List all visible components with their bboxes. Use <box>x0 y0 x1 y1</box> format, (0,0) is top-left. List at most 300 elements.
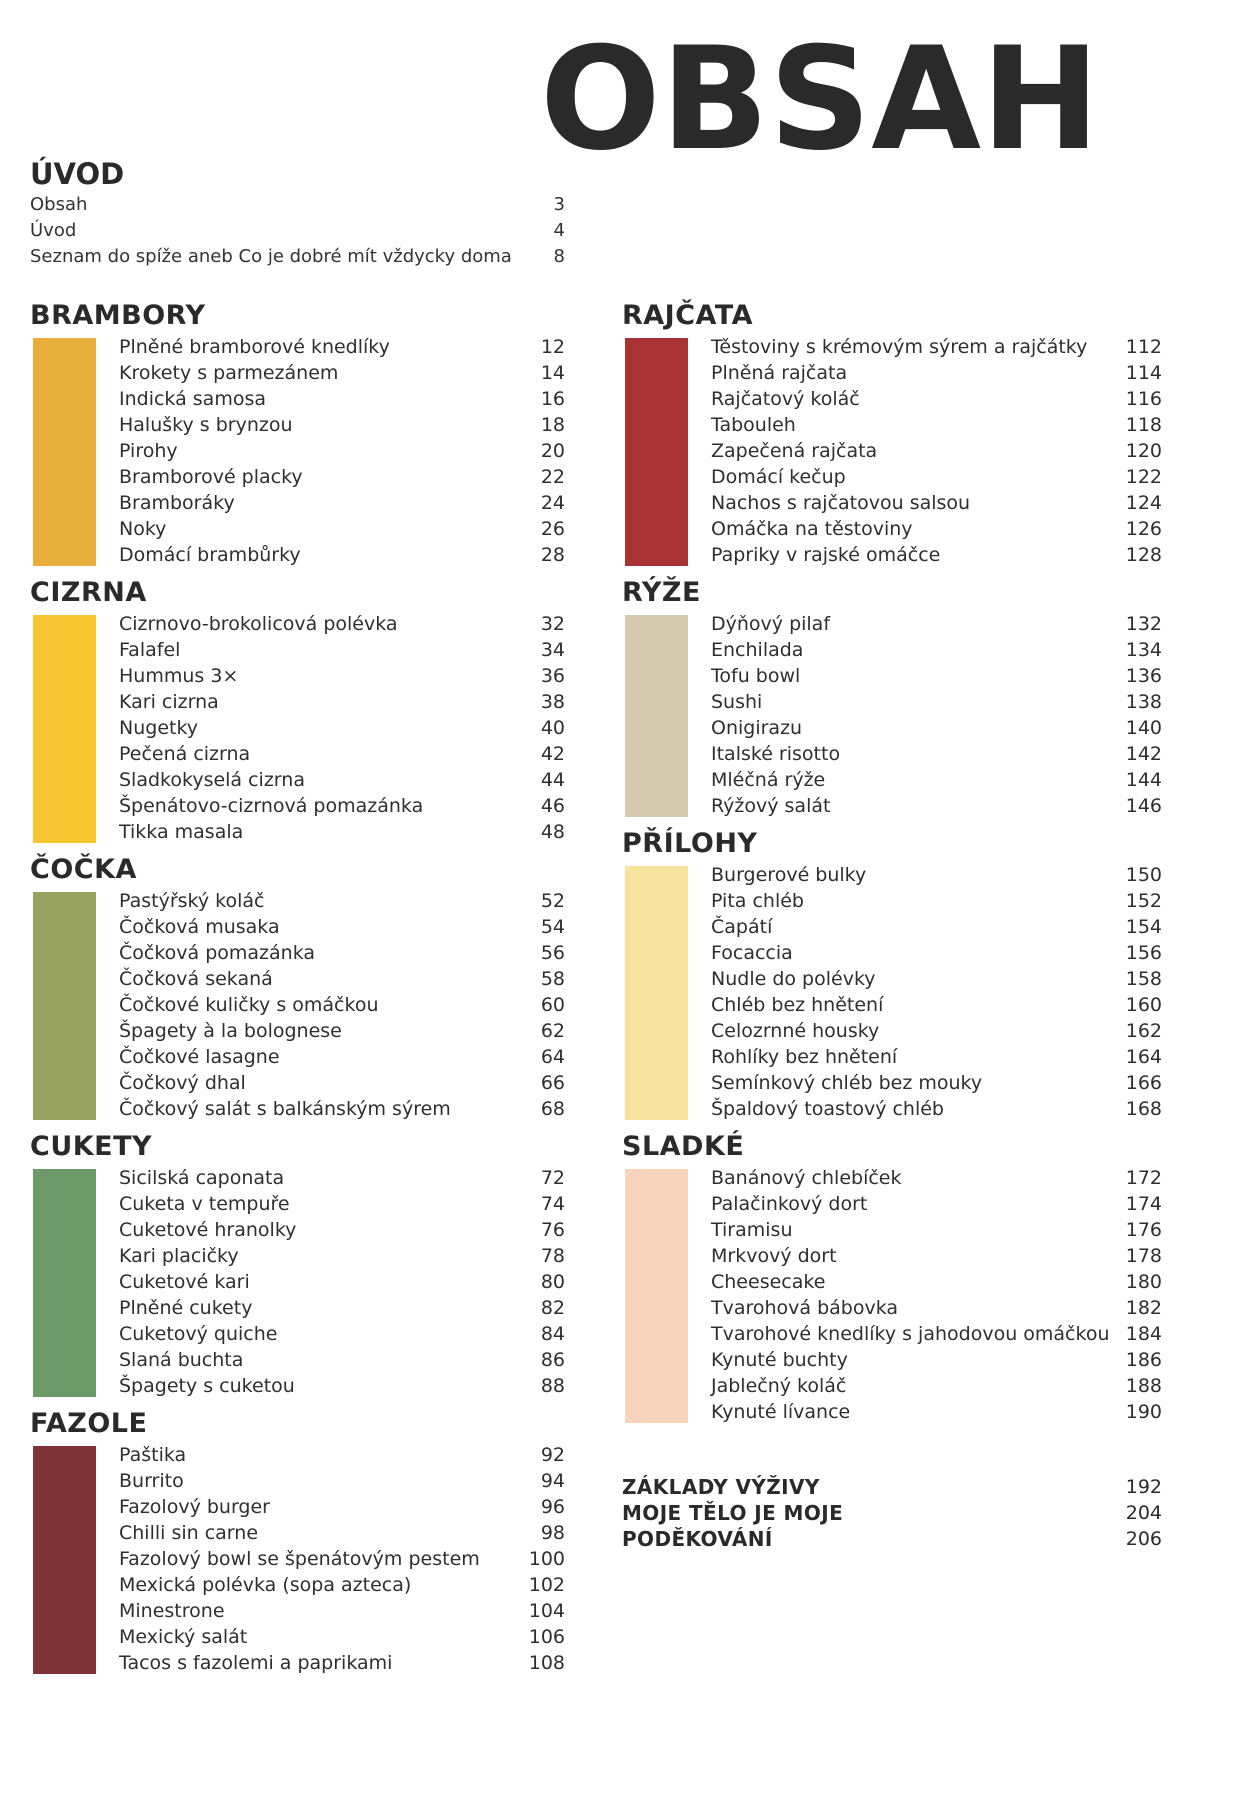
toc-entry[interactable] <box>119 940 565 966</box>
entry-page: 180 <box>1125 1271 1162 1293</box>
color-swatch <box>33 615 96 843</box>
entry-page: 164 <box>1125 1046 1162 1068</box>
entry-page: 132 <box>1125 613 1162 635</box>
toc-entry[interactable] <box>119 1520 565 1546</box>
toc-entry[interactable] <box>711 940 1162 966</box>
entry-title: Burrito <box>119 1470 184 1492</box>
section-entries <box>622 334 1162 568</box>
toc-entry[interactable] <box>119 637 565 663</box>
entry-title: Tofu bowl <box>711 665 801 687</box>
entry-title: Cuketa v tempuře <box>119 1193 290 1215</box>
toc-entry[interactable] <box>119 412 565 438</box>
entry-page: 134 <box>1125 639 1162 661</box>
toc-entry[interactable] <box>119 1572 565 1598</box>
entry-title: Cuketový quiche <box>119 1323 278 1345</box>
page-title: OBSAH <box>540 17 1100 182</box>
toc-entry[interactable] <box>119 1650 565 1676</box>
entry-title: Mléčná rýže <box>711 769 826 791</box>
entry-title: Špaldový toastový chléb <box>711 1098 944 1120</box>
entry-page: 100 <box>528 1548 565 1570</box>
entry-title: Čočková musaka <box>119 916 280 938</box>
toc-entry[interactable] <box>711 386 1162 412</box>
section-entries <box>622 1165 1162 1425</box>
entry-title: Čočková pomazánka <box>119 942 316 964</box>
entry-title: Cuketové kari <box>119 1271 250 1293</box>
toc-entry[interactable] <box>711 490 1162 516</box>
entry-title: Burgerové bulky <box>711 864 867 886</box>
section-heading: CUKETY <box>30 1131 153 1162</box>
toc-entry[interactable] <box>711 1243 1162 1269</box>
section-cizrna <box>30 575 565 845</box>
toc-entry[interactable] <box>711 334 1162 360</box>
toc-entry[interactable] <box>711 438 1162 464</box>
color-swatch <box>33 1169 96 1397</box>
entry-title: Mexická polévka (sopa azteca) <box>119 1574 412 1596</box>
entry-title: Čočkové lasagne <box>119 1046 280 1068</box>
toc-entry[interactable] <box>119 689 565 715</box>
section-heading: RAJČATA <box>622 300 754 331</box>
entry-title: Paštika <box>119 1444 187 1466</box>
entry-page: 116 <box>1125 388 1162 410</box>
entry-title: Mrkvový dort <box>711 1245 837 1267</box>
chapter-podekovani[interactable] <box>622 1526 1162 1552</box>
section-fazole <box>30 1406 565 1676</box>
entry-title: Těstoviny s krémovým sýrem a rajčátky <box>711 336 1088 358</box>
toc-entry[interactable] <box>711 412 1162 438</box>
toc-entry[interactable] <box>119 914 565 940</box>
entry-title: Enchilada <box>711 639 804 661</box>
entry-page: 64 <box>540 1046 565 1068</box>
entry-page: 32 <box>540 613 565 635</box>
entry-page: 178 <box>1125 1245 1162 1267</box>
entry-page: 146 <box>1125 795 1162 817</box>
entry-page: 72 <box>540 1167 565 1189</box>
entry-page: 76 <box>540 1219 565 1241</box>
entry-title: Špagety à la bolognese <box>119 1020 342 1042</box>
entry-page: 28 <box>540 544 565 566</box>
entry-page: 40 <box>540 717 565 739</box>
entry-page: 36 <box>540 665 565 687</box>
toc-entry[interactable] <box>119 1269 565 1295</box>
entry-title: Čočkový dhal <box>119 1072 246 1094</box>
entry-title: Onigirazu <box>711 717 803 739</box>
color-swatch <box>625 866 688 1120</box>
entry-page: 122 <box>1125 466 1162 488</box>
entry-title: Pita chléb <box>711 890 804 912</box>
entry-title: Nudle do polévky <box>711 968 876 990</box>
toc-entry[interactable] <box>119 1096 565 1122</box>
color-swatch <box>33 892 96 1120</box>
entry-page: 192 <box>1125 1476 1162 1498</box>
entry-page: 60 <box>540 994 565 1016</box>
section-heading: PŘÍLOHY <box>622 828 758 859</box>
entry-title: Sladkokyselá cizrna <box>119 769 305 791</box>
entry-title: Italské risotto <box>711 743 841 765</box>
toc-entry[interactable] <box>119 1044 565 1070</box>
entry-page: 112 <box>1125 336 1162 358</box>
color-swatch <box>625 1169 688 1423</box>
toc-entry[interactable] <box>711 1347 1162 1373</box>
entry-page: 168 <box>1125 1098 1162 1120</box>
entry-page: 54 <box>540 916 565 938</box>
entry-title: Banánový chlebíček <box>711 1167 902 1189</box>
toc-entry[interactable] <box>711 1044 1162 1070</box>
toc-entry[interactable] <box>711 1018 1162 1044</box>
color-swatch <box>625 615 688 817</box>
entry-page: 12 <box>540 336 565 358</box>
section-heading: ČOČKA <box>30 854 137 885</box>
entry-title: Rajčatový koláč <box>711 388 860 410</box>
right-column <box>622 298 1162 1425</box>
entry-title: Falafel <box>119 639 181 661</box>
entry-title: Kynuté buchty <box>711 1349 848 1371</box>
section-rajcata <box>622 298 1162 568</box>
toc-entry[interactable] <box>119 1165 565 1191</box>
entry-page: 206 <box>1125 1528 1162 1550</box>
toc-entry[interactable] <box>119 464 565 490</box>
entry-page: 182 <box>1125 1297 1162 1319</box>
entry-title: Noky <box>119 518 167 540</box>
section-cukety <box>30 1129 565 1399</box>
color-swatch <box>625 338 688 566</box>
entry-title: PODĚKOVÁNÍ <box>622 1527 773 1551</box>
entry-page: 3 <box>553 194 565 215</box>
toc-entry[interactable] <box>711 611 1162 637</box>
entry-page: 58 <box>540 968 565 990</box>
entry-title: Chléb bez hnětení <box>711 994 884 1016</box>
toc-entry[interactable] <box>711 767 1162 793</box>
entry-title: Čočková sekaná <box>119 968 273 990</box>
intro-heading: ÚVOD <box>30 157 125 191</box>
entry-title: Čapátí <box>711 916 773 938</box>
toc-entry[interactable] <box>711 637 1162 663</box>
section-entries <box>622 862 1162 1122</box>
section-prilohy <box>622 826 1162 1122</box>
entry-title: Mexický salát <box>119 1626 248 1648</box>
entry-page: 150 <box>1125 864 1162 886</box>
entry-title: Tvarohové knedlíky s jahodovou omáčkou <box>711 1323 1110 1345</box>
entry-title: MOJE TĚLO JE MOJE <box>622 1501 844 1525</box>
toc-entry[interactable] <box>119 1624 565 1650</box>
toc-entry[interactable] <box>119 663 565 689</box>
entry-page: 102 <box>528 1574 565 1596</box>
toc-entry[interactable] <box>119 741 565 767</box>
entry-title: Indická samosa <box>119 388 266 410</box>
entry-title: Cheesecake <box>711 1271 826 1293</box>
entry-page: 26 <box>540 518 565 540</box>
entry-title: Úvod <box>30 220 77 241</box>
toc-entry[interactable] <box>711 1096 1162 1122</box>
entry-title: Focaccia <box>711 942 793 964</box>
entry-page: 166 <box>1125 1072 1162 1094</box>
toc-entry[interactable] <box>30 244 565 270</box>
entry-title: Plněné cukety <box>119 1297 253 1319</box>
entry-title: Tvarohová bábovka <box>711 1297 899 1319</box>
entry-page: 120 <box>1125 440 1162 462</box>
entry-page: 56 <box>540 942 565 964</box>
section-heading: BRAMBORY <box>30 300 206 331</box>
toc-entry[interactable] <box>711 1070 1162 1096</box>
entry-page: 138 <box>1125 691 1162 713</box>
entry-title: Tabouleh <box>711 414 796 436</box>
toc-entry[interactable] <box>711 1295 1162 1321</box>
entry-page: 48 <box>540 821 565 843</box>
toc-entry[interactable] <box>119 793 565 819</box>
section-ryze <box>622 575 1162 819</box>
entry-page: 34 <box>540 639 565 661</box>
entry-title: Omáčka na těstoviny <box>711 518 913 540</box>
entry-page: 184 <box>1125 1323 1162 1345</box>
entry-page: 204 <box>1125 1502 1162 1524</box>
entry-page: 118 <box>1125 414 1162 436</box>
entry-page: 66 <box>540 1072 565 1094</box>
toc-entry[interactable] <box>119 1494 565 1520</box>
entry-page: 140 <box>1125 717 1162 739</box>
toc-entry[interactable] <box>711 1321 1162 1347</box>
entry-page: 42 <box>540 743 565 765</box>
toc-entry[interactable] <box>119 1598 565 1624</box>
left-column <box>30 298 565 1676</box>
entry-title: Celozrnné housky <box>711 1020 880 1042</box>
entry-page: 154 <box>1125 916 1162 938</box>
entry-page: 104 <box>528 1600 565 1622</box>
section-heading: FAZOLE <box>30 1408 148 1439</box>
entry-title: Domácí brambůrky <box>119 544 301 566</box>
toc-entry[interactable] <box>119 1373 565 1399</box>
entry-page: 86 <box>540 1349 565 1371</box>
toc-entry[interactable] <box>711 360 1162 386</box>
entry-page: 62 <box>540 1020 565 1042</box>
section-entries <box>30 334 565 568</box>
entry-title: ZÁKLADY VÝŽIVY <box>622 1475 820 1499</box>
entry-page: 152 <box>1125 890 1162 912</box>
entry-page: 188 <box>1125 1375 1162 1397</box>
section-heading: SLADKÉ <box>622 1131 745 1162</box>
entry-page: 128 <box>1125 544 1162 566</box>
entry-title: Pastýřský koláč <box>119 890 265 912</box>
toc-entry[interactable] <box>119 715 565 741</box>
entry-page: 84 <box>540 1323 565 1345</box>
toc-entry[interactable] <box>119 966 565 992</box>
toc-entry[interactable] <box>119 1191 565 1217</box>
entry-title: Chilli sin carne <box>119 1522 259 1544</box>
entry-title: Špenátovo-cizrnová pomazánka <box>119 795 424 817</box>
section-entries <box>30 888 565 1122</box>
entry-title: Jablečný koláč <box>711 1375 847 1397</box>
entry-title: Kari cizrna <box>119 691 219 713</box>
section-entries <box>30 611 565 845</box>
entry-title: Seznam do spíže aneb Co je dobré mít vždycky doma <box>30 246 512 267</box>
section-heading: CIZRNA <box>30 577 147 608</box>
color-swatch <box>33 338 96 566</box>
toc-entry[interactable] <box>119 1018 565 1044</box>
entry-title: Dýňový pilaf <box>711 613 831 635</box>
toc-entry[interactable] <box>711 966 1162 992</box>
entry-page: 144 <box>1125 769 1162 791</box>
toc-entry[interactable] <box>119 819 565 845</box>
entry-title: Cuketové hranolky <box>119 1219 297 1241</box>
toc-entry[interactable] <box>711 1373 1162 1399</box>
entry-title: Rýžový salát <box>711 795 831 817</box>
entry-page: 106 <box>528 1626 565 1648</box>
entry-title: Plněná rajčata <box>711 362 848 384</box>
entry-page: 108 <box>528 1652 565 1674</box>
toc-entry[interactable] <box>119 1217 565 1243</box>
entry-page: 124 <box>1125 492 1162 514</box>
entry-title: Obsah <box>30 194 88 215</box>
entry-page: 22 <box>540 466 565 488</box>
entry-title: Pirohy <box>119 440 178 462</box>
entry-title: Nugetky <box>119 717 199 739</box>
entry-page: 156 <box>1125 942 1162 964</box>
entry-title: Halušky s brynzou <box>119 414 293 436</box>
toc-entry[interactable] <box>711 542 1162 568</box>
entry-title: Kynuté lívance <box>711 1401 851 1423</box>
toc-entry[interactable] <box>119 611 565 637</box>
toc-entry[interactable] <box>711 793 1162 819</box>
entry-page: 114 <box>1125 362 1162 384</box>
toc-entry[interactable] <box>30 218 565 244</box>
toc-entry[interactable] <box>711 888 1162 914</box>
toc-entry[interactable] <box>119 334 565 360</box>
section-cocka <box>30 852 565 1122</box>
toc-entry[interactable] <box>119 1295 565 1321</box>
entry-title: Sicilská caponata <box>119 1167 285 1189</box>
entry-page: 158 <box>1125 968 1162 990</box>
entry-title: Krokety s parmezánem <box>119 362 339 384</box>
toc-entry[interactable] <box>711 689 1162 715</box>
entry-page: 74 <box>540 1193 565 1215</box>
entry-title: Tacos s fazolemi a paprikami <box>119 1652 393 1674</box>
entry-page: 82 <box>540 1297 565 1319</box>
entry-page: 96 <box>540 1496 565 1518</box>
entry-page: 14 <box>540 362 565 384</box>
toc-entry[interactable] <box>119 438 565 464</box>
entry-page: 92 <box>540 1444 565 1466</box>
entry-page: 142 <box>1125 743 1162 765</box>
entry-title: Tiramisu <box>711 1219 793 1241</box>
toc-entry[interactable] <box>711 1191 1162 1217</box>
entry-title: Fazolový burger <box>119 1496 270 1518</box>
toc-entry[interactable] <box>119 542 565 568</box>
toc-entry[interactable] <box>711 663 1162 689</box>
entry-title: Tikka masala <box>119 821 244 843</box>
entry-page: 190 <box>1125 1401 1162 1423</box>
entry-page: 52 <box>540 890 565 912</box>
toc-entry[interactable] <box>119 490 565 516</box>
toc-entry[interactable] <box>711 1399 1162 1425</box>
toc-entry[interactable] <box>711 464 1162 490</box>
entry-page: 94 <box>540 1470 565 1492</box>
entry-title: Minestrone <box>119 1600 225 1622</box>
toc-entry[interactable] <box>119 1321 565 1347</box>
toc-entry[interactable] <box>711 1165 1162 1191</box>
entry-page: 44 <box>540 769 565 791</box>
entry-page: 172 <box>1125 1167 1162 1189</box>
section-entries <box>30 1442 565 1676</box>
entry-title: Špagety s cuketou <box>119 1375 295 1397</box>
entry-page: 20 <box>540 440 565 462</box>
entry-page: 46 <box>540 795 565 817</box>
toc-entry[interactable] <box>711 1217 1162 1243</box>
toc-entry[interactable] <box>711 516 1162 542</box>
entry-title: Domácí kečup <box>711 466 846 488</box>
color-swatch <box>33 1446 96 1674</box>
toc-entry[interactable] <box>119 767 565 793</box>
toc-entry[interactable] <box>711 862 1162 888</box>
entry-title: Čočkové kuličky s omáčkou <box>119 994 379 1016</box>
entry-page: 176 <box>1125 1219 1162 1241</box>
entry-title: Sushi <box>711 691 763 713</box>
chapter-zaklady-vyzivy[interactable] <box>622 1474 1162 1500</box>
entry-title: Pečená cizrna <box>119 743 251 765</box>
intro-section <box>30 156 565 270</box>
toc-entry[interactable] <box>119 386 565 412</box>
entry-page: 38 <box>540 691 565 713</box>
extra-chapters <box>622 1474 1162 1552</box>
toc-entry[interactable] <box>711 992 1162 1018</box>
entry-page: 174 <box>1125 1193 1162 1215</box>
entry-title: Semínkový chléb bez mouky <box>711 1072 983 1094</box>
entry-title: Slaná buchta <box>119 1349 244 1371</box>
toc-entry[interactable] <box>711 1269 1162 1295</box>
entry-page: 18 <box>540 414 565 436</box>
entry-page: 186 <box>1125 1349 1162 1371</box>
entry-title: Hummus 3× <box>119 665 239 687</box>
entry-page: 16 <box>540 388 565 410</box>
entry-title: Fazolový bowl se špenátovým pestem <box>119 1548 480 1570</box>
toc-entry[interactable] <box>711 715 1162 741</box>
toc-entry[interactable] <box>119 888 565 914</box>
toc-entry[interactable] <box>30 192 565 218</box>
toc-entry[interactable] <box>119 516 565 542</box>
toc-entry[interactable] <box>711 914 1162 940</box>
section-brambory <box>30 298 565 568</box>
entry-page: 160 <box>1125 994 1162 1016</box>
toc-entry[interactable] <box>119 1070 565 1096</box>
section-sladke <box>622 1129 1162 1425</box>
toc-entry[interactable] <box>119 1468 565 1494</box>
entry-title: Bramborové placky <box>119 466 303 488</box>
toc-entry[interactable] <box>711 741 1162 767</box>
entry-title: Papriky v rajské omáčce <box>711 544 941 566</box>
toc-entry[interactable] <box>119 1347 565 1373</box>
chapter-moje-telo-je-moje[interactable] <box>622 1500 1162 1526</box>
entry-title: Palačinkový dort <box>711 1193 868 1215</box>
entry-page: 80 <box>540 1271 565 1293</box>
entry-title: Cizrnovo-brokolicová polévka <box>119 613 398 635</box>
toc-entry[interactable] <box>119 1546 565 1572</box>
entry-page: 162 <box>1125 1020 1162 1042</box>
section-entries <box>622 611 1162 819</box>
toc-entry[interactable] <box>119 1442 565 1468</box>
section-heading: RÝŽE <box>622 577 701 608</box>
entry-page: 68 <box>540 1098 565 1120</box>
entry-page: 78 <box>540 1245 565 1267</box>
entry-title: Čočkový salát s balkánským sýrem <box>119 1098 451 1120</box>
entry-page: 136 <box>1125 665 1162 687</box>
entry-title: Zapečená rajčata <box>711 440 878 462</box>
toc-entry[interactable] <box>119 1243 565 1269</box>
entry-page: 8 <box>553 246 565 267</box>
toc-entry[interactable] <box>119 992 565 1018</box>
entry-page: 98 <box>540 1522 565 1544</box>
entry-title: Plněné bramborové knedlíky <box>119 336 390 358</box>
entry-title: Rohlíky bez hnětení <box>711 1046 898 1068</box>
section-entries <box>30 1165 565 1399</box>
toc-entry[interactable] <box>119 360 565 386</box>
entry-title: Bramboráky <box>119 492 235 514</box>
